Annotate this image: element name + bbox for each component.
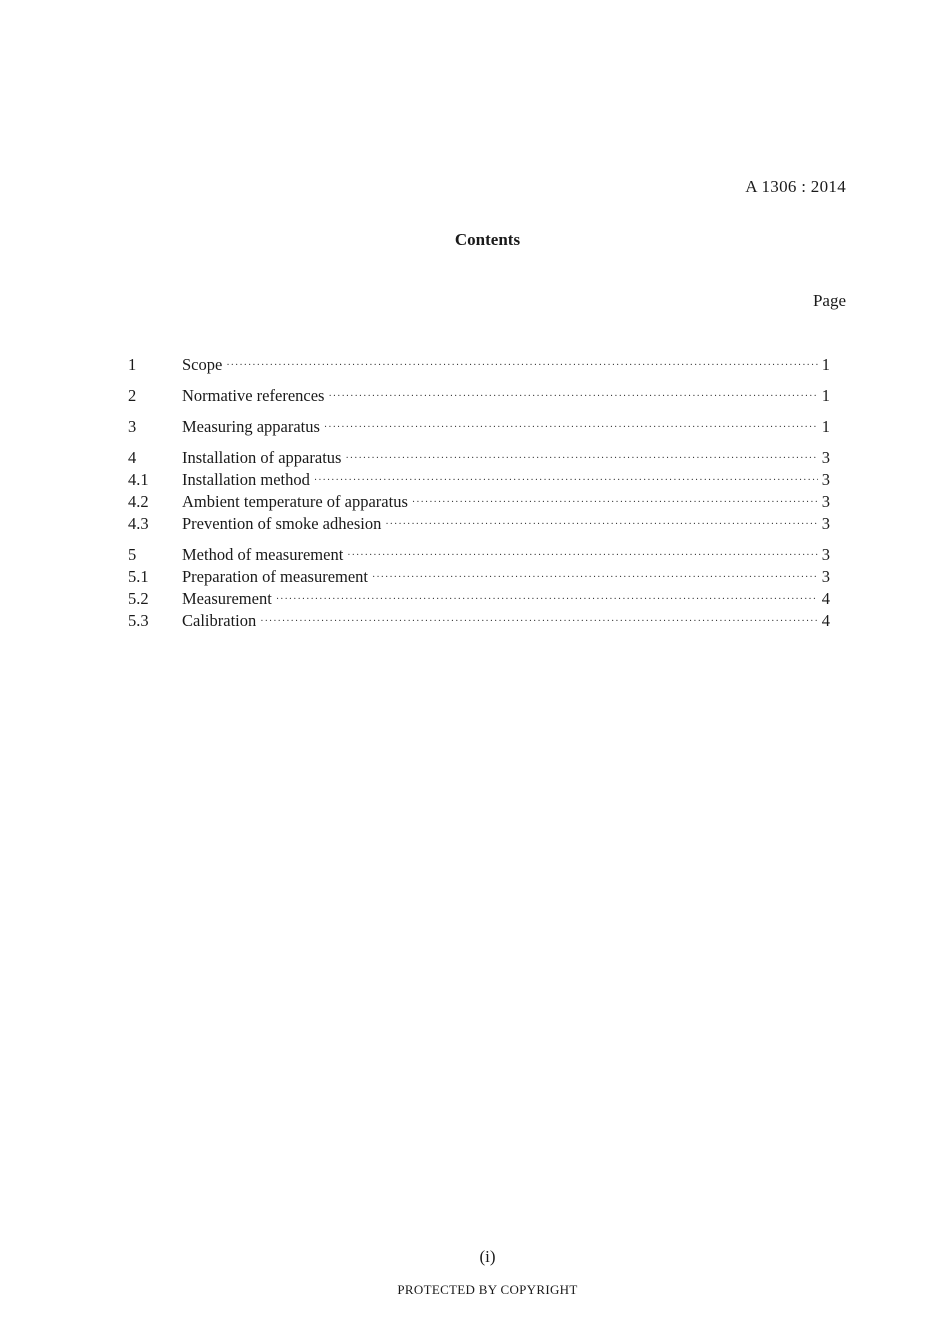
toc-leader-dots <box>314 470 818 492</box>
toc-entry[interactable] <box>128 513 830 535</box>
toc-entry[interactable] <box>128 416 830 438</box>
toc-entry-number: 5.3 <box>128 611 149 630</box>
toc-entry[interactable] <box>128 385 830 407</box>
toc-entry-page: 3 <box>821 470 830 489</box>
toc-entry-title: Calibration <box>182 611 257 630</box>
toc-group <box>128 544 830 632</box>
toc-entry-number: 5.2 <box>128 589 149 608</box>
toc-entry-title: Measurement <box>182 589 272 608</box>
toc-entry[interactable] <box>128 447 830 469</box>
toc-entry-page: 1 <box>821 355 830 374</box>
toc-group <box>128 447 830 535</box>
toc-leader-dots <box>260 611 818 633</box>
toc-entry-page: 3 <box>821 567 830 586</box>
toc-entry-page: 1 <box>821 417 830 436</box>
page-column-label: Page <box>812 291 846 310</box>
toc-entry-page: 3 <box>821 492 830 511</box>
toc-entry-title: Scope <box>182 355 223 374</box>
toc-group <box>128 416 830 438</box>
toc-entry-number: 4.3 <box>128 514 149 533</box>
toc-entry-title: Measuring apparatus <box>182 417 320 436</box>
toc-leader-dots <box>324 417 818 439</box>
toc-leader-dots <box>347 545 818 567</box>
toc-entry-page: 4 <box>821 611 830 630</box>
toc-entry-title: Installation of apparatus <box>182 448 342 467</box>
toc-entry-number: 5 <box>128 545 137 564</box>
toc-group <box>128 385 830 407</box>
toc-entry-title: Prevention of smoke adhesion <box>182 514 382 533</box>
toc-entry[interactable] <box>128 469 830 491</box>
toc-entry-title: Method of measurement <box>182 545 344 564</box>
toc-leader-dots <box>412 492 818 514</box>
toc-entry-number: 5.1 <box>128 567 149 586</box>
toc-entry-page: 3 <box>821 448 830 467</box>
doc-code: A 1306 : 2014 <box>745 177 846 196</box>
toc-entry[interactable] <box>128 354 830 376</box>
copyright-notice: PROTECTED BY COPYRIGHT <box>397 1282 578 1297</box>
toc-entry-title: Installation method <box>182 470 310 489</box>
toc-entry[interactable] <box>128 544 830 566</box>
toc-entry-number: 2 <box>128 386 137 405</box>
toc-leader-dots <box>328 386 818 408</box>
toc-entry[interactable] <box>128 588 830 610</box>
page-number: (i) <box>479 1247 496 1266</box>
toc-entry[interactable] <box>128 491 830 513</box>
toc-leader-dots <box>372 567 818 589</box>
toc-leader-dots <box>385 514 818 536</box>
toc-entry-number: 1 <box>128 355 137 374</box>
toc-entry-page: 3 <box>821 514 830 533</box>
toc-entry[interactable] <box>128 610 830 632</box>
table-of-contents <box>128 354 830 641</box>
toc-entry-title: Normative references <box>182 386 325 405</box>
toc-entry-title: Preparation of measurement <box>182 567 369 586</box>
toc-leader-dots <box>276 589 818 611</box>
toc-entry-number: 4.1 <box>128 470 149 489</box>
toc-entry-title: Ambient temperature of apparatus <box>182 492 408 511</box>
toc-entry-number: 4 <box>128 448 137 467</box>
toc-group <box>128 354 830 376</box>
page-title: Contents <box>454 230 521 249</box>
toc-leader-dots <box>226 355 818 377</box>
toc-entry-page: 1 <box>821 386 830 405</box>
toc-entry-number: 3 <box>128 417 137 436</box>
toc-entry-page: 4 <box>821 589 830 608</box>
toc-leader-dots <box>345 448 818 470</box>
toc-entry-number: 4.2 <box>128 492 149 511</box>
toc-entry-page: 3 <box>821 545 830 564</box>
toc-entry[interactable] <box>128 566 830 588</box>
